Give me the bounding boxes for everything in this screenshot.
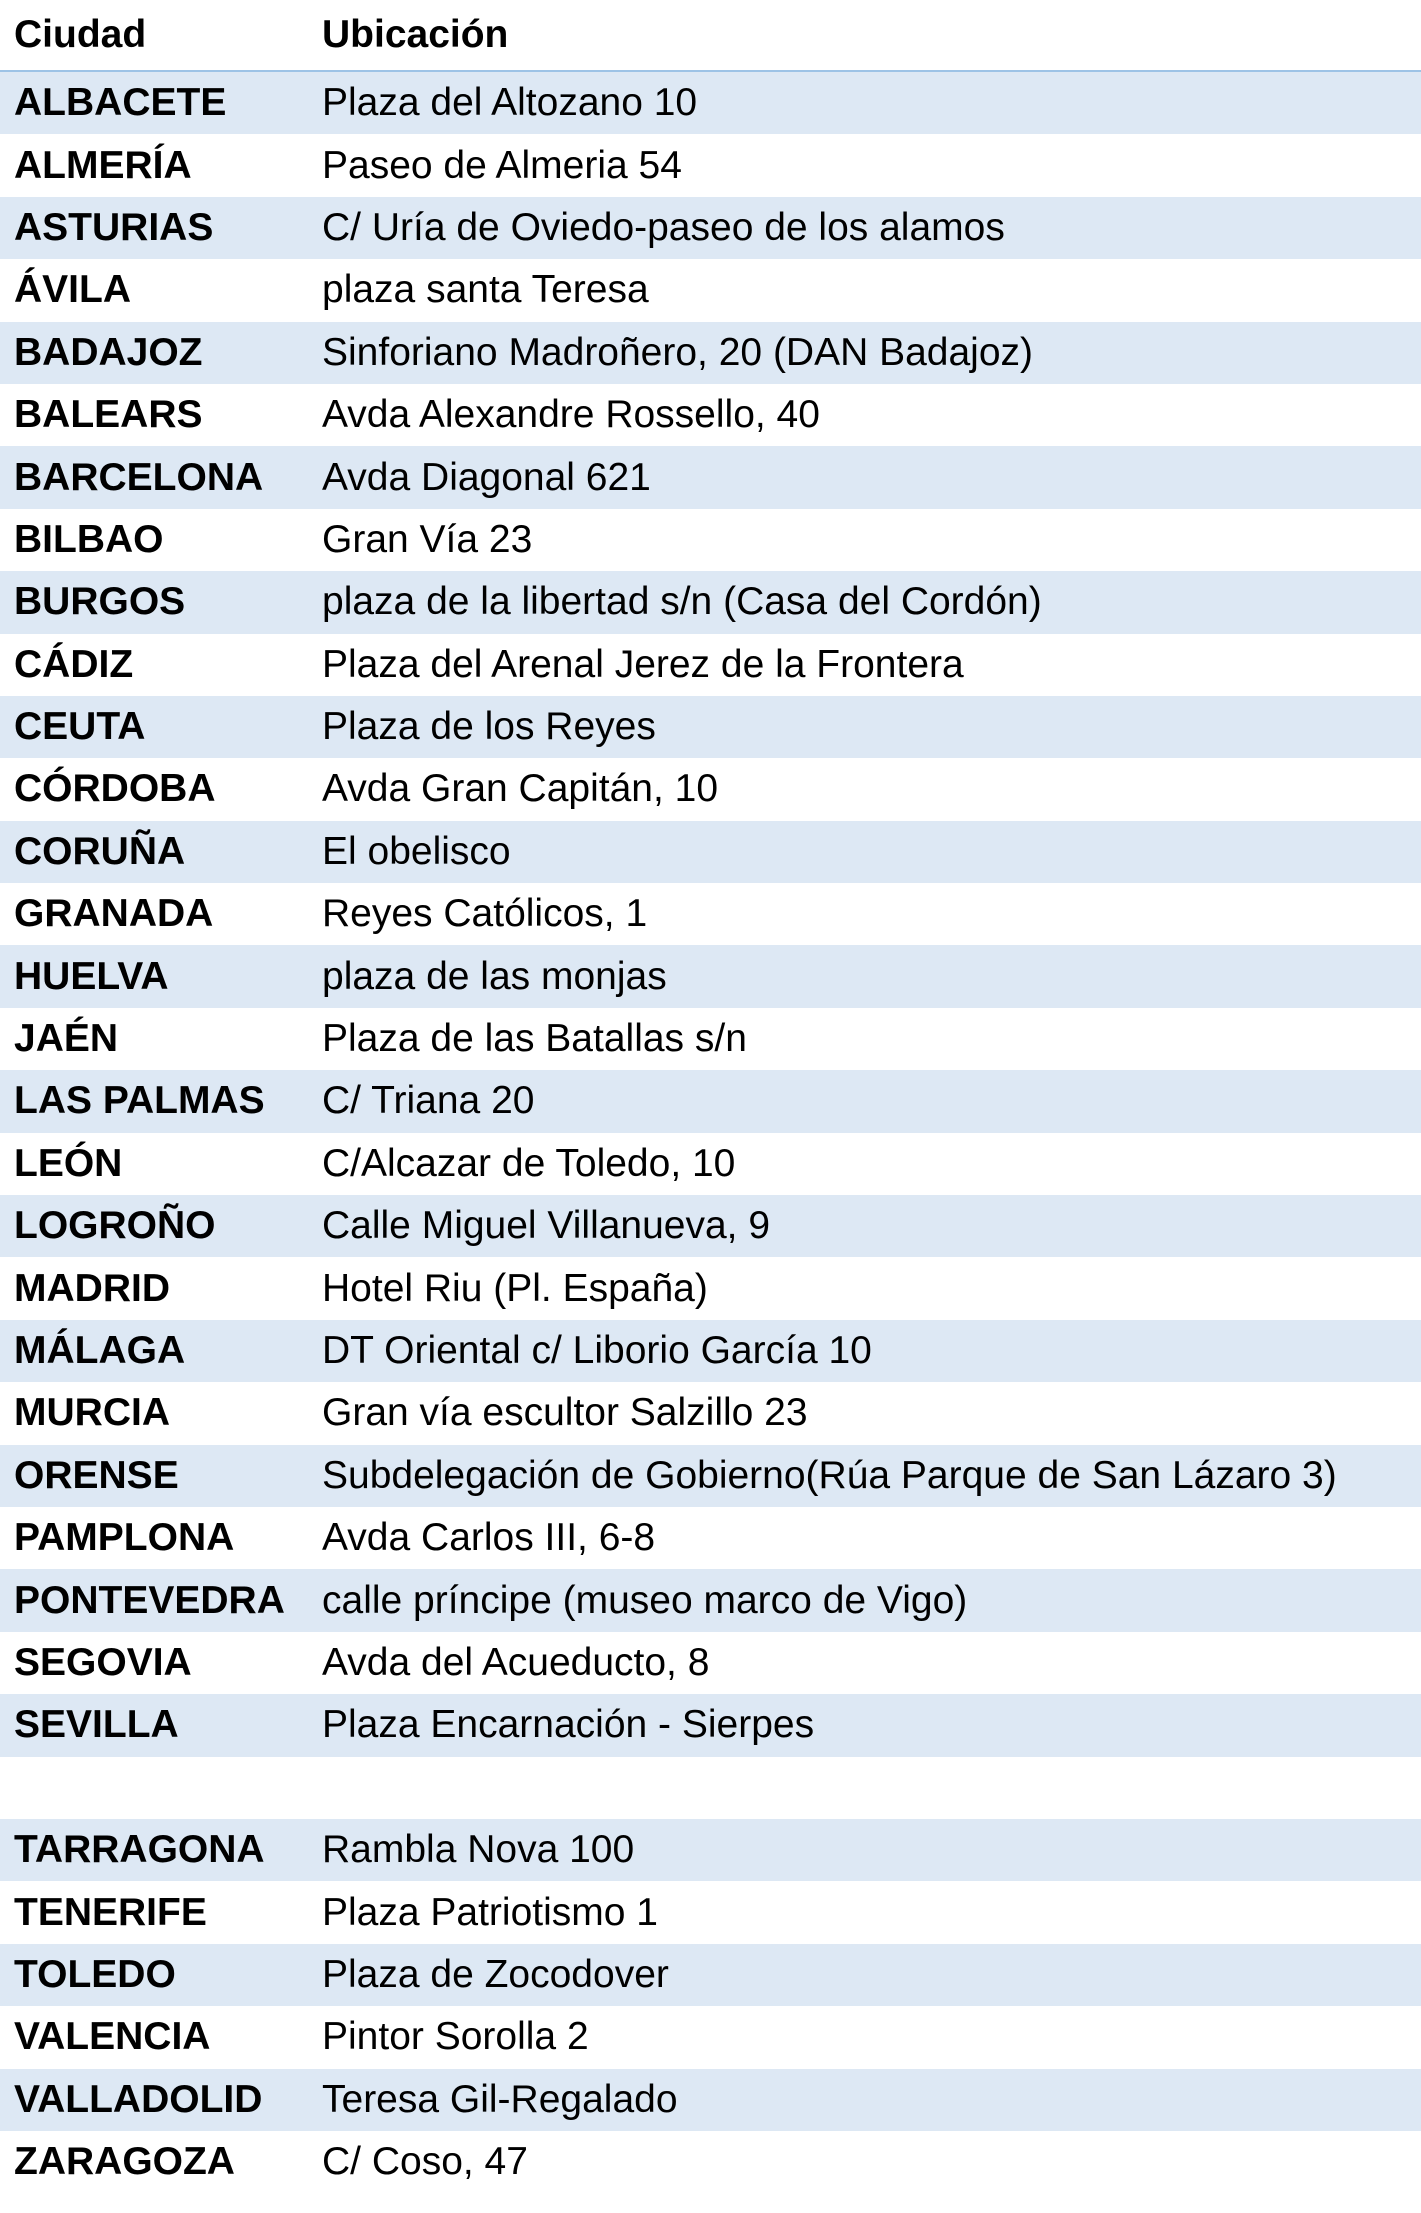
- city-cell: TOLEDO: [14, 1952, 176, 1996]
- city-cell: VALENCIA: [14, 2015, 211, 2059]
- table-row: [0, 72, 1421, 134]
- table-row: [0, 1881, 1421, 1943]
- table-row: [0, 1133, 1421, 1195]
- location-cell: Paseo de Almeria 54: [322, 143, 682, 187]
- location-cell: Reyes Católicos, 1: [322, 892, 648, 936]
- city-cell: LAS PALMAS: [14, 1079, 265, 1123]
- location-cell: Calle Miguel Villanueva, 9: [322, 1204, 771, 1248]
- location-cell: plaza santa Teresa: [322, 268, 649, 312]
- column-header-city: Ciudad: [14, 13, 147, 56]
- city-cell: CÓRDOBA: [14, 767, 216, 811]
- city-cell: ALBACETE: [14, 81, 227, 125]
- city-cell: SEGOVIA: [14, 1640, 192, 1684]
- city-cell: MÁLAGA: [14, 1329, 186, 1372]
- city-cell: LOGROÑO: [14, 1204, 216, 1248]
- table-row: [0, 384, 1421, 446]
- location-cell: Subdelegación de Gobierno(Rúa Parque de San Lázaro 3): [322, 1453, 1337, 1497]
- location-cell: Pintor Sorolla 2: [322, 2015, 589, 2059]
- city-cell: PONTEVEDRA: [14, 1578, 285, 1622]
- city-cell: BALEARS: [14, 393, 203, 437]
- city-cell: CORUÑA: [14, 829, 186, 873]
- location-cell: DT Oriental c/ Liborio García 10: [322, 1329, 872, 1372]
- location-cell: Teresa Gil-Regalado: [322, 2077, 678, 2121]
- location-cell: Plaza del Altozano 10: [322, 81, 698, 125]
- table-row: [0, 2006, 1421, 2068]
- location-cell: El obelisco: [322, 829, 511, 873]
- location-cell: Plaza Patriotismo 1: [322, 1890, 658, 1934]
- city-cell: JAÉN: [14, 1017, 119, 1061]
- location-cell: C/Alcazar de Toledo, 10: [322, 1141, 736, 1185]
- table-row: [0, 821, 1421, 883]
- table-row: [0, 2131, 1421, 2193]
- city-cell: ÁVILA: [14, 268, 131, 312]
- location-cell: Plaza de los Reyes: [322, 705, 656, 749]
- column-header-location: Ubicación: [322, 13, 509, 56]
- location-cell: Plaza del Arenal Jerez de la Frontera: [322, 642, 964, 686]
- table-row: [0, 1632, 1421, 1694]
- city-cell: BURGOS: [14, 580, 186, 624]
- table-row: [0, 197, 1421, 259]
- location-cell: Avda Alexandre Rossello, 40: [322, 393, 820, 437]
- city-cell: SEVILLA: [14, 1703, 179, 1747]
- location-cell: C/ Coso, 47: [322, 2140, 528, 2184]
- table-row: [0, 134, 1421, 196]
- table-row: [0, 1445, 1421, 1507]
- location-cell: Avda Gran Capitán, 10: [322, 767, 719, 811]
- table-row: [0, 1507, 1421, 1569]
- table-row: [0, 1382, 1421, 1444]
- city-cell: CÁDIZ: [14, 642, 134, 686]
- table-row: [0, 1008, 1421, 1070]
- table-row: [0, 571, 1421, 633]
- table-row: [0, 1944, 1421, 2006]
- table-header: [0, 0, 1421, 72]
- location-cell: C/ Triana 20: [322, 1079, 535, 1123]
- location-cell: Sinforiano Madroñero, 20 (DAN Badajoz): [322, 330, 1034, 374]
- location-cell: plaza de las monjas: [322, 954, 667, 998]
- table-row: [0, 259, 1421, 321]
- table-row: [0, 1694, 1421, 1756]
- city-cell: LEÓN: [14, 1141, 123, 1185]
- city-cell: ZARAGOZA: [14, 2140, 235, 2184]
- table-row: [0, 1070, 1421, 1132]
- location-cell: Hotel Riu (Pl. España): [322, 1266, 708, 1310]
- table-row: [0, 758, 1421, 820]
- table-row: [0, 1257, 1421, 1319]
- city-cell: VALLADOLID: [14, 2077, 263, 2121]
- table-row: [0, 322, 1421, 384]
- location-cell: plaza de la libertad s/n (Casa del Cordón): [322, 580, 1042, 624]
- table-row: [0, 509, 1421, 571]
- location-cell: Avda Diagonal 621: [322, 455, 651, 499]
- location-cell: Plaza Encarnación - Sierpes: [322, 1703, 815, 1747]
- table-row: [0, 883, 1421, 945]
- table-row: [0, 1320, 1421, 1382]
- location-cell: calle príncipe (museo marco de Vigo): [322, 1578, 968, 1622]
- location-cell: Rambla Nova 100: [322, 1828, 635, 1872]
- city-cell: CEUTA: [14, 705, 146, 749]
- city-cell: ALMERÍA: [14, 143, 192, 187]
- location-cell: C/ Uría de Oviedo-paseo de los alamos: [322, 205, 1005, 249]
- table-row: [0, 1819, 1421, 1881]
- table-row: [0, 1195, 1421, 1257]
- location-cell: Avda del Acueducto, 8: [322, 1640, 710, 1684]
- city-cell: BILBAO: [14, 517, 164, 561]
- city-cell: TENERIFE: [14, 1890, 207, 1934]
- table-row: [0, 1757, 1421, 1819]
- location-cell: Plaza de las Batallas s/n: [322, 1017, 747, 1061]
- location-cell: Gran Vía 23: [322, 517, 533, 561]
- table-row: [0, 696, 1421, 758]
- city-cell: HUELVA: [14, 954, 169, 998]
- table-body: [0, 72, 1421, 2193]
- city-cell: TARRAGONA: [14, 1828, 265, 1872]
- city-cell: ASTURIAS: [14, 205, 214, 249]
- table-row: [0, 2069, 1421, 2131]
- location-cell: Avda Carlos III, 6-8: [322, 1516, 656, 1560]
- location-cell: Plaza de Zocodover: [322, 1952, 669, 1996]
- city-cell: PAMPLONA: [14, 1516, 235, 1560]
- location-cell: Gran vía escultor Salzillo 23: [322, 1391, 808, 1435]
- table-row: [0, 446, 1421, 508]
- city-cell: GRANADA: [14, 892, 214, 936]
- city-cell: BADAJOZ: [14, 330, 203, 374]
- city-cell: BARCELONA: [14, 455, 264, 499]
- city-cell: ORENSE: [14, 1453, 179, 1497]
- table-row: [0, 945, 1421, 1007]
- city-cell: MADRID: [14, 1266, 170, 1310]
- table-row: [0, 634, 1421, 696]
- city-cell: MURCIA: [14, 1391, 170, 1435]
- table-row: [0, 1569, 1421, 1631]
